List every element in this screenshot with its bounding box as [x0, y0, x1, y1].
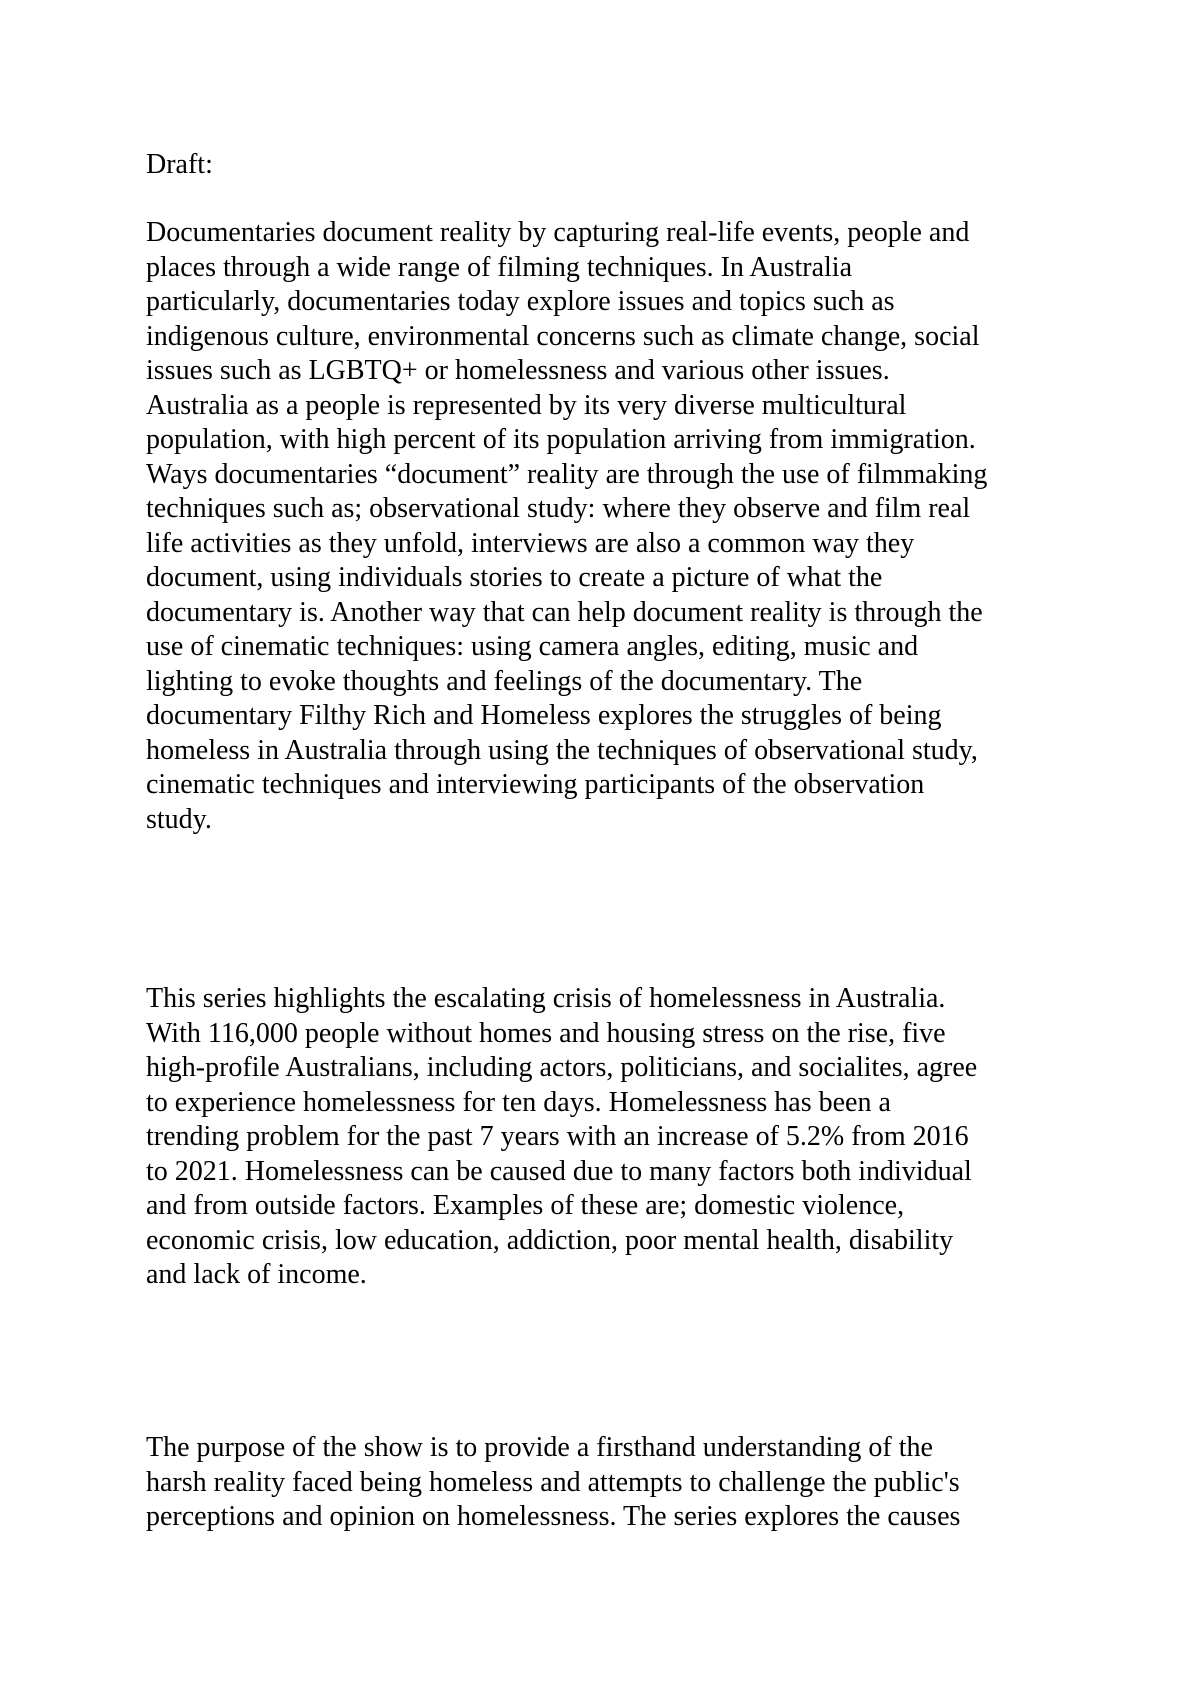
paragraph-line: Documentaries document reality by capturing real-life events, people and [146, 217, 970, 248]
paragraph-line: indigenous culture, environmental concerns such as climate change, social [146, 320, 980, 352]
paragraph-line: places through a wide range of filming techniques. In Australia [146, 251, 853, 283]
paragraph-line: trending problem for the past 7 years with an increase of 5.2% from 2016 [146, 1121, 969, 1152]
paragraph-line: Australia as a people is represented by its very diverse multicultural [146, 389, 907, 421]
paragraph-line: techniques such as; observational study: where they observe and film real [146, 493, 971, 524]
draft-heading: Draft: [146, 149, 213, 180]
paragraph-line: documentary Filthy Rich and Homeless explores the struggles of being [146, 700, 942, 731]
paragraph-line: and from outside factors. Examples of these are; domestic violence, [146, 1190, 905, 1221]
paragraph-line: high-profile Australians, including actors, politicians, and socialites, agree [146, 1052, 978, 1083]
paragraph-line: population, with high percent of its population arriving from immigration. [146, 424, 976, 455]
paragraph-line: lighting to evoke thoughts and feelings of the documentary. The [146, 665, 863, 697]
paragraph-documentaries [146, 216, 1086, 837]
paragraph-line: This series highlights the escalating crisis of homelessness in Australia. [146, 983, 946, 1014]
paragraph-line: economic crisis, low education, addiction, poor mental health, disability [146, 1224, 954, 1256]
paragraph-line: study. [146, 803, 212, 835]
paragraph-line: The purpose of the show is to provide a firsthand understanding of the [146, 1432, 933, 1463]
paragraph-line: documentary is. Another way that can help document reality is through the [146, 596, 983, 628]
paragraph-line: perceptions and opinion on homelessness. The series explores the causes [146, 1501, 961, 1532]
paragraph-purpose [146, 1431, 1086, 1535]
paragraph-line: life activities as they unfold, interviews are also a common way they [146, 527, 915, 559]
paragraph-line: cinematic techniques and interviewing participants of the observation [146, 769, 925, 800]
paragraph-line: homeless in Australia through using the techniques of observational study, [146, 734, 978, 766]
paragraph-line: Ways documentaries “document” reality are through the use of filmmaking [146, 458, 988, 490]
paragraph-line: document, using individuals stories to create a picture of what the [146, 562, 883, 593]
paragraph-line: particularly, documentaries today explore issues and topics such as [146, 286, 895, 317]
paragraph-line: issues such as LGBTQ+ or homelessness and various other issues. [146, 355, 890, 386]
paragraph-line: With 116,000 people without homes and housing stress on the rise, five [146, 1017, 946, 1049]
paragraph-line: and lack of income. [146, 1259, 367, 1290]
paragraph-line: use of cinematic techniques: using camera angles, editing, music and [146, 631, 919, 662]
paragraph-line: to experience homelessness for ten days. Homelessness has been a [146, 1086, 891, 1118]
paragraph-line: harsh reality faced being homeless and attempts to challenge the public's [146, 1466, 960, 1498]
paragraph-series-highlights [146, 982, 1086, 1293]
paragraph-line: to 2021. Homelessness can be caused due to many factors both individual [146, 1155, 972, 1187]
